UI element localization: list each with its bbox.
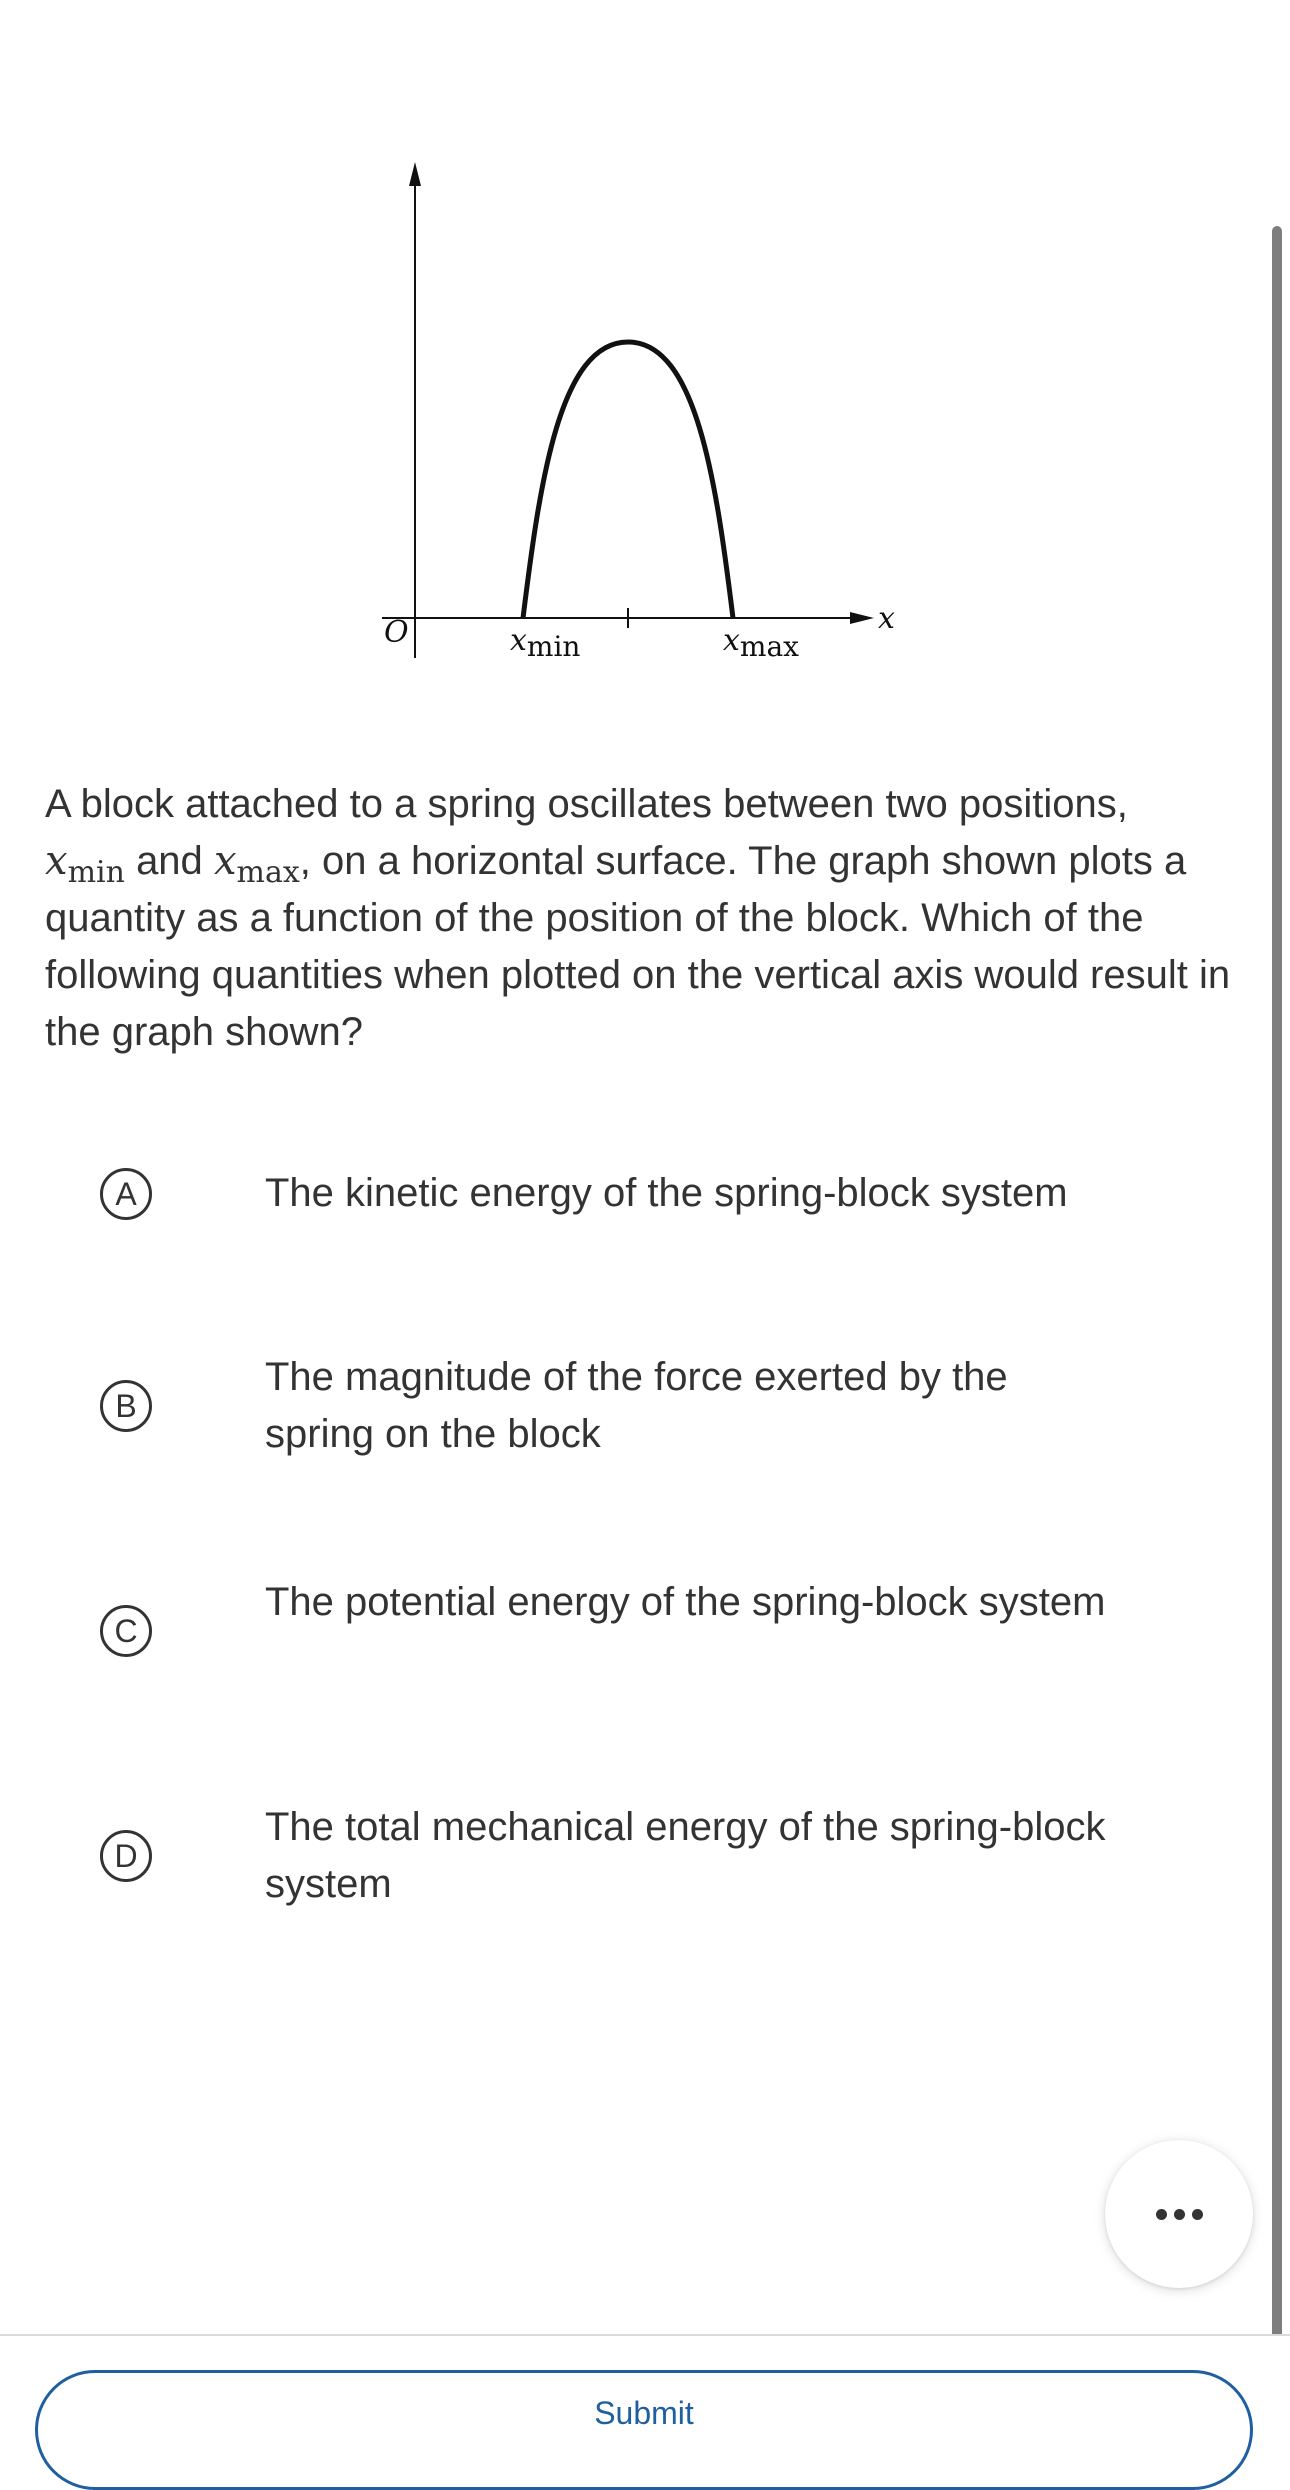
- origin-label: O: [384, 615, 409, 650]
- question-part2: , on a horizontal surface. The graph shown plots a quantity as a function of the position of the block. Which of the following quantities when plotted on the vertical axis would result in the graph shown?: [45, 839, 1231, 1054]
- x-axis-label: x: [878, 601, 895, 636]
- footer-bar: [0, 2334, 1290, 2441]
- x-min-sub: min: [526, 630, 581, 663]
- option-b-letter-icon[interactable]: B: [100, 1380, 152, 1432]
- submit-button[interactable]: Submit: [35, 2370, 1253, 2490]
- option-b[interactable]: [45, 1352, 1195, 1472]
- option-c-text: The potential energy of the spring-block system: [265, 1580, 1106, 1624]
- x-max-label: [723, 623, 799, 663]
- scrollbar[interactable]: [1272, 226, 1282, 2366]
- option-a-text: The kinetic energy of the spring-block system: [265, 1171, 1068, 1215]
- option-b-text: The magnitude of the force exerted by the spring on the block: [265, 1355, 1008, 1456]
- option-a[interactable]: [45, 1168, 1195, 1288]
- xmax-sub: max: [236, 855, 300, 890]
- xmax-math: [213, 838, 300, 890]
- xmin-math: [45, 838, 125, 890]
- more-horizontal-icon: [1156, 2209, 1203, 2220]
- x-axis-arrow: [850, 612, 874, 624]
- question-part1: A block attached to a spring oscillates between two positions,: [45, 782, 1128, 826]
- xmax-var: x: [213, 838, 237, 884]
- option-c-letter-icon[interactable]: C: [100, 1605, 152, 1657]
- option-d-letter-icon[interactable]: D: [100, 1830, 152, 1882]
- x-min-var: x: [510, 623, 527, 658]
- option-c[interactable]: [45, 1577, 1195, 1697]
- option-d[interactable]: [45, 1802, 1195, 1922]
- xmin-sub: min: [67, 855, 125, 890]
- y-axis-arrow: [409, 162, 421, 186]
- more-options-button[interactable]: [1105, 2140, 1253, 2288]
- xmin-var: x: [45, 838, 68, 884]
- question-text: [45, 776, 1245, 1061]
- graph-svg: [350, 150, 910, 680]
- x-max-sub: max: [739, 630, 799, 663]
- x-max-var: x: [723, 623, 740, 658]
- question-graph: [350, 150, 910, 680]
- option-d-text: The total mechanical energy of the spring-block system: [265, 1805, 1106, 1906]
- curve: [523, 342, 733, 618]
- x-min-label: [510, 623, 580, 663]
- option-a-letter-icon[interactable]: A: [100, 1168, 152, 1220]
- question-and: and: [136, 839, 203, 883]
